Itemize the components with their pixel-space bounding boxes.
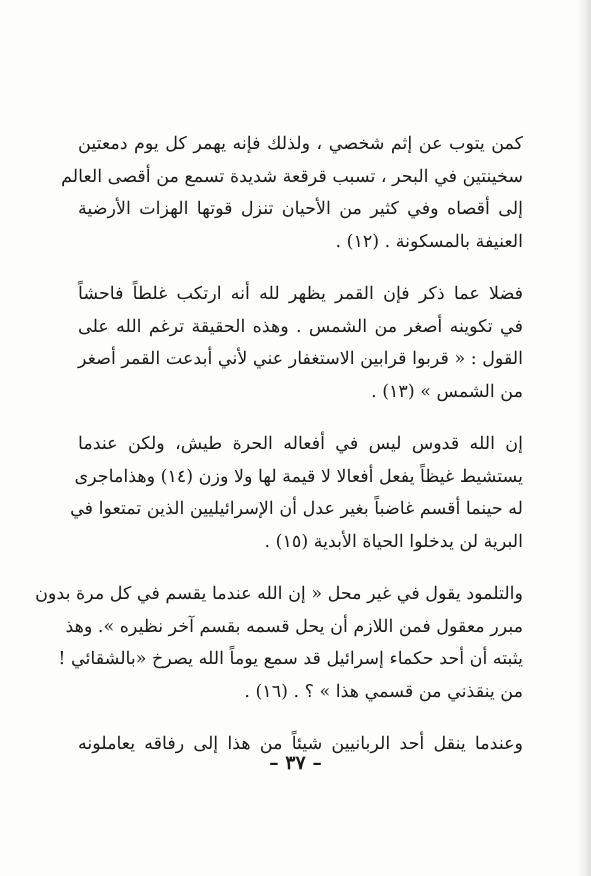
page-number: – ٣٧ – [269,752,322,774]
text-line: البرية لن يدخلوا الحياة الأبدية (١٥) . [264,531,523,552]
text-line: إلى أقصاه وفي كثير من الأحيان تنزل قوتها الهزات الأرضية [78,199,523,219]
text-line: من ينقذني من قسمي هذا » ؟ . (١٦) . [244,681,523,702]
text-line: والتلمود يقول في غير محل « إن الله عندما يقسم في كل مرة بدون [35,584,523,604]
text-line: في تكوينه أصغر من الشمس . وهذه الحقيقة ترغم الله على [78,316,523,337]
paragraph-3 [70,428,523,558]
text-line: إن الله قدوس ليس في أفعاله الحرة طيش، ولكن عندما [78,434,523,454]
text-line: فضلا عما ذكر فإن القمر يظهر لله أنه ارتكب غلطاً فاحشاً [78,284,523,304]
text-line: مبرر معقول فمن اللازم أن يحل قسمه بقسم آخر نظيره ». وهذ [65,616,523,637]
text-line: يستشيط غيظاً يفعل أفعالا لا قيمة لها ولا وزن (١٤) وهذاماجرى [74,466,523,487]
text-line: كمن يتوب عن إثم شخصي ، ولذلك فإنه يهمر كل يوم دمعتين [78,134,523,154]
page-edge-shadow [577,0,591,876]
paragraph-2 [78,278,523,408]
body-text [35,128,523,781]
text-line: سخينتين في البحر ، تسبب قرقعة شديدة تسمع من أقصى العالم [61,166,523,187]
text-line: له حينما أقسم غاضباً بغير عدل أن الإسرائيليين الذين تمتعوا في [70,499,523,519]
text-line: العنيفة بالمسكونة . (١٢) . [335,231,523,252]
paragraph-4 [35,578,523,708]
text-line: يثبته أن أحد حكماء إسرائيل قد سمع يوماً الله يصرخ «بالشقائي ! [58,649,523,669]
text-line: وعندما ينقل أحد الربانيين شيئاً من هذا إلى رفاقه يعاملونه [78,734,523,754]
text-line: القول : « قربوا قرابين الاستغفار عني لأني أبدعت القمر أصغر [78,349,523,369]
text-line: من الشمس » (١٣) . [371,381,523,402]
paragraph-1 [61,128,523,258]
